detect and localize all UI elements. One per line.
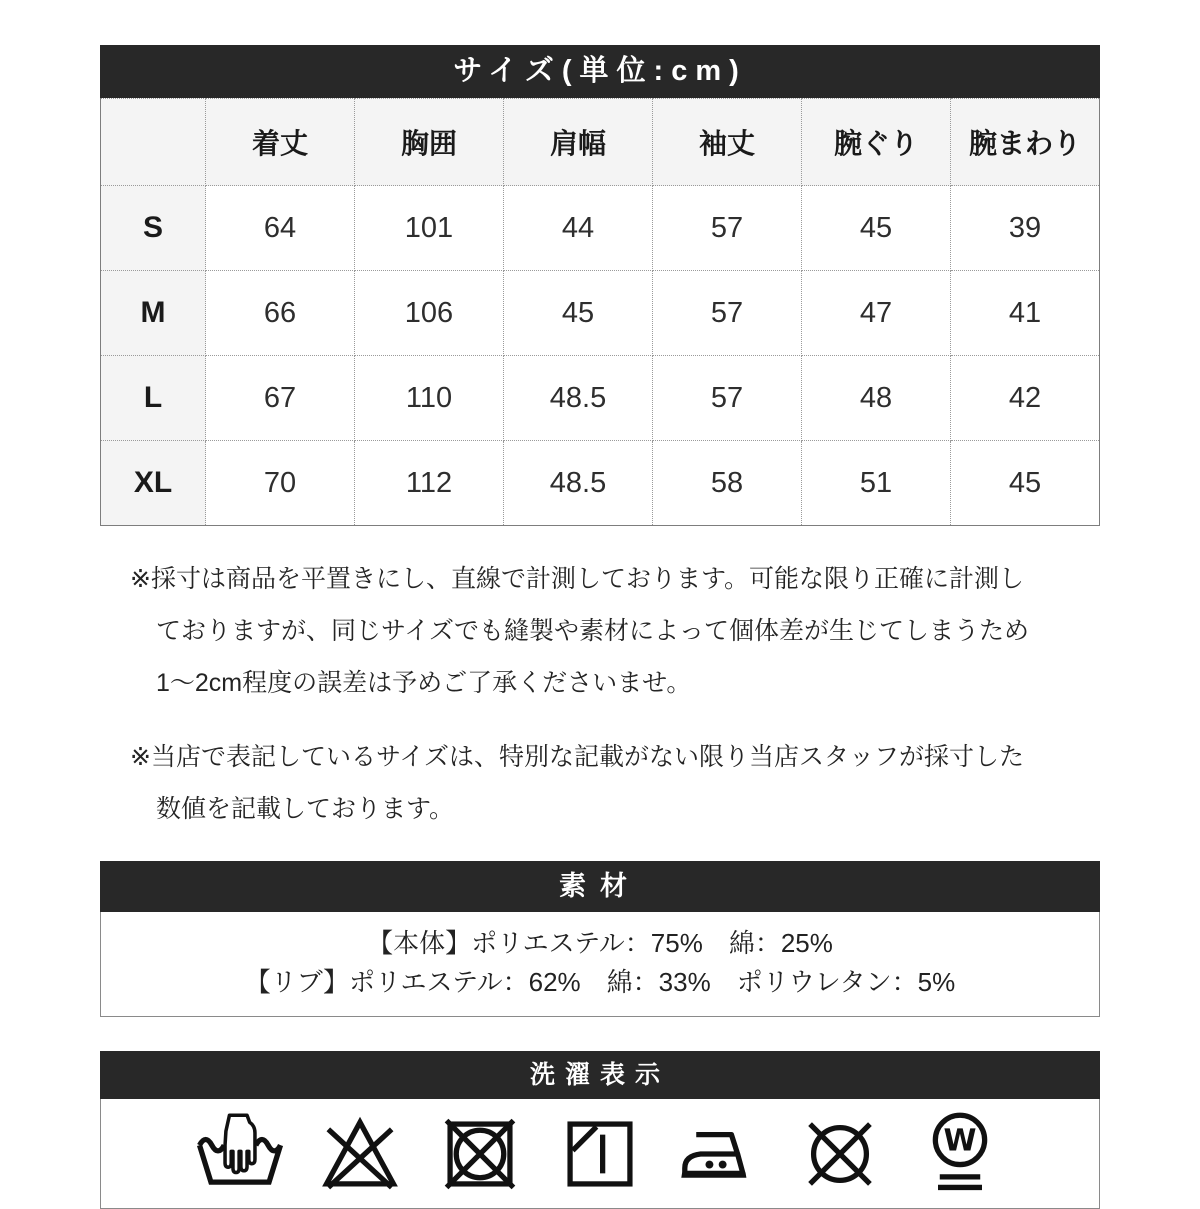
- size-cell: 48: [802, 356, 951, 441]
- size-cell: 58: [653, 441, 802, 526]
- size-cell: 57: [653, 356, 802, 441]
- size-table: [100, 98, 1100, 526]
- size-cell: 45: [951, 441, 1100, 526]
- note-line: 数値を記載しております。: [156, 795, 455, 823]
- care-symbols-panel: [100, 1099, 1100, 1209]
- do-not-tumble-dry-icon: [436, 1110, 524, 1198]
- size-cell: 48.5: [504, 356, 653, 441]
- note-line: ※当店で表記しているサイズは、特別な記載がない限り当店スタッフが採寸した: [130, 743, 1024, 771]
- do-not-bleach-icon: [316, 1110, 404, 1198]
- size-section-header: [100, 45, 1100, 98]
- size-notation-note: [100, 731, 1100, 835]
- size-cell: 41: [951, 271, 1100, 356]
- size-row-l: [101, 356, 1100, 441]
- size-cell: 64: [206, 186, 355, 271]
- material-section-header: [100, 861, 1100, 912]
- col-header-shoulder: 肩幅: [504, 99, 653, 186]
- size-cell: 42: [951, 356, 1100, 441]
- size-row-label: S: [101, 186, 206, 271]
- care-section: [100, 1051, 1100, 1209]
- hand-wash-icon: [196, 1110, 284, 1198]
- care-section-header: [100, 1051, 1100, 1099]
- wet-clean-letter: W: [943, 1122, 977, 1158]
- size-section: [100, 45, 1100, 526]
- size-cell: 106: [355, 271, 504, 356]
- size-row-label: L: [101, 356, 206, 441]
- col-header-body-length: 着丈: [206, 99, 355, 186]
- note-line: ※採寸は商品を平置きにし、直線で計測しております。可能な限り正確に計測し: [130, 565, 1024, 593]
- size-row-label: XL: [101, 441, 206, 526]
- size-cell: 45: [504, 271, 653, 356]
- do-not-dry-clean-icon: [796, 1110, 884, 1198]
- col-header-sleeve: 袖丈: [653, 99, 802, 186]
- size-cell: 39: [951, 186, 1100, 271]
- size-cell: 57: [653, 271, 802, 356]
- size-cell: 44: [504, 186, 653, 271]
- material-panel: [100, 912, 1100, 1017]
- size-row-m: [101, 271, 1100, 356]
- material-section-title: 素材: [559, 871, 641, 901]
- size-cell: 48.5: [504, 441, 653, 526]
- material-body-line: 【本体】ポリエステル：75% 綿：25%: [367, 928, 833, 958]
- measurement-note: [100, 553, 1100, 709]
- col-header-armhole: 腕ぐり: [802, 99, 951, 186]
- size-table-header-row: [101, 99, 1100, 186]
- product-spec-page: [100, 0, 1100, 1209]
- size-cell: 45: [802, 186, 951, 271]
- line-dry-in-shade-icon: [556, 1110, 644, 1198]
- size-row-label: M: [101, 271, 206, 356]
- size-section-title: サイズ(単位:cm): [453, 55, 747, 87]
- size-cell: 66: [206, 271, 355, 356]
- note-line: 1〜2cm程度の誤差は予めご了承くださいませ。: [156, 669, 692, 697]
- size-cell: 57: [653, 186, 802, 271]
- col-header-arm-width: 腕まわり: [951, 99, 1100, 186]
- material-section: [100, 861, 1100, 1017]
- size-cell: 67: [206, 356, 355, 441]
- col-header-chest: 胸囲: [355, 99, 504, 186]
- material-rib-line: 【リブ】ポリエステル：62% 綿：33% ポリウレタン：5%: [244, 967, 956, 997]
- size-cell: 112: [355, 441, 504, 526]
- size-cell: 47: [802, 271, 951, 356]
- size-table-corner-cell: [101, 99, 206, 186]
- note-line: ておりますが、同じサイズでも縫製や素材によって個体差が生じてしまうため: [156, 617, 1030, 645]
- size-cell: 70: [206, 441, 355, 526]
- wet-clean-icon: [916, 1110, 1004, 1198]
- size-row-s: [101, 186, 1100, 271]
- size-cell: 101: [355, 186, 504, 271]
- care-section-title: 洗濯表示: [529, 1061, 670, 1089]
- size-cell: 110: [355, 356, 504, 441]
- iron-medium-icon: [676, 1110, 764, 1198]
- size-row-xl: [101, 441, 1100, 526]
- size-cell: 51: [802, 441, 951, 526]
